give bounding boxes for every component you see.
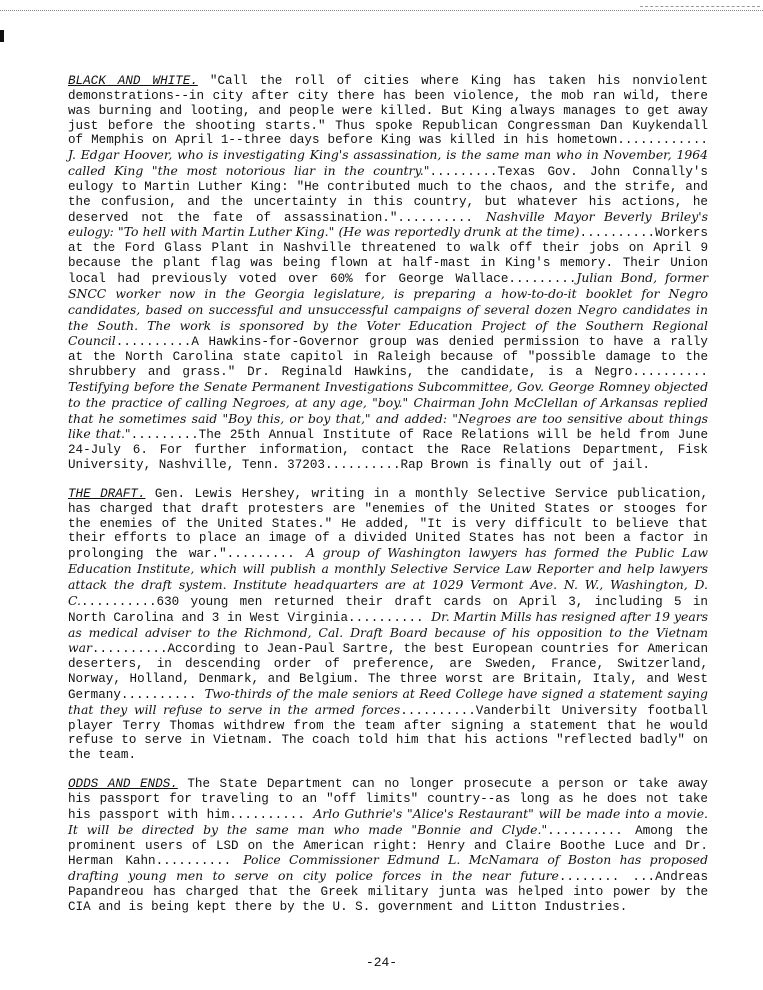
italic-run: Testifying before the Senate Permanent Investigations Subcommittee, Gov. George Romney objected to the practice of calling Negroes, at any age, "boy." Chairman John McClellan of Arkansas replied that he sometimes said "Boy this, or boy that," and added: "Negroes are too sensitive about things like that." [68,378,708,442]
text-run: ........ ...Andreas Papandreou has charged that the Greek military junta was helped into power by the CIA and is being kept there by the U. S. government and Litton Industries. [68,870,708,914]
margin-mark [0,30,4,42]
text-run: "Call the roll of cities where King has taken his nonviolent demonstrations--in city after city there has been violence, the mob ran wild, there was burning and looting, and people were killed. But King always manages to get away just before the shooting starts." Thus spoke Republican Congressman Dan Kuykendall of Memphis on April 1--three days before King was killed in his hometown............ [68,74,708,148]
text-run: Gen. Lewis Hershey, writing in a monthly Selective Service publication, has charged that draft protesters are "enemies of the United States or stooges for the enemies of the United States." He added, "It is very difficult to believe that their efforts to place an image of a divided United States has not been a factor in prolonging the war."......... [68,486,708,562]
text-run: .........Texas Gov. John Connally's eulogy to Martin Luther King: "He contributed much to the chaos, and the strife, and the confusion, and the uncertainty in this country, but whatever his actions, he deserved not the fate of assassination.".......... [68,165,708,225]
top-edge-mark [640,0,760,7]
italic-run: Julian Bond, former SNCC worker now in the Georgia legislature, is preparing a how-to-do-it booklet for Negro candidates, based on successful and unsuccessful campaigns of several dozen Negro candidates in the South. The work is sponsored by the Voter Education Project of the Southern Regional Council [68,269,709,349]
section-heading: THE DRAFT. [68,486,146,501]
section-odds-and-ends [68,777,708,915]
section-heading: BLACK AND WHITE. [68,74,198,88]
italic-run: Two-thirds of the male seniors at Reed College have signed a statement saying that they will refuse to serve in the armed forces [68,685,708,717]
italic-run: Arlo Guthrie's "Alice's Restaurant" will be made into a movie. It will be directed by the same man who made "Bonnie and Clyde." [68,805,708,837]
page-body [68,74,708,929]
text-run: ..........Vanderbilt University football player Terry Thomas withdrew from the team after signing a statement that he would refuse to serve in Vietnam. The coach told him that his actions "reflected badly" on the team. [68,703,708,763]
text-run: ..........A Hawkins-for-Governor group was denied permission to have a rally at the North Carolina state capitol in Raleigh because of "possible damage to the shrubbery and grass." Dr. Reginald Hawkins, the candidate, is a Negro.......... [68,335,708,380]
text-run: .........The 25th Annual Institute of Race Relations will be held from June 24-July 6. For further information, contact the Race Relations Department, Fisk University, Nashville, Tenn. 37203..........Rap Brown is finally out of jail. [68,428,709,473]
text-run: ..........According to Jean-Paul Sartre, the best European countries for American deserters, in descending order of preference, are Sweden, France, Switzerland, Norway, Holland, Denmark, and Belgium. The three worst are Britain, Italy, and West Germany.......... [68,642,708,702]
text-run: ..........Workers at the Ford Glass Plant in Nashville threatened to walk off their jobs on April 9 because the plant flag was being flown at half-mast in King's memory. Their Union local had previously voted over 60% for George Wallace......... [68,226,708,286]
italic-run: A group of Washington lawyers has formed the Public Law Education Institute, which will publish a monthly Selective Service Law Reporter and help lawyers attack the draft system. Institute headquarters are at 1029 Vermont Ave. N. W., Washington, D. C. [68,545,708,608]
text-run: .......... Among the prominent users of LSD on the American right: Henry and Claire Boothe Luce and Dr. Herman Kahn.......... [68,823,708,869]
italic-run: Nashville Mayor Beverly Briley's eulogy: "To hell with Martin Luther King." (He was reportedly drunk at the time) [68,208,708,240]
italic-run: Dr. Martin Mills has resigned after 19 years as medical adviser to the Richmond, Cal. Draft Board because of his opposition to the Vietnam war [68,608,708,656]
text-run: ..........630 young men returned their draft cards on April 3, including 5 in North Carolina and 3 in West Virginia.......... [68,594,708,625]
section-the-draft [68,487,708,763]
section-heading: ODDS AND ENDS. [68,777,178,792]
text-run: The State Department can no longer prosecute a person or take away his passport for traveling to an "off limits" country--as long as he does not take his passport with him.......... [68,777,708,822]
page-number: -24- [365,955,398,970]
section-black-and-white [68,74,708,473]
italic-run: J. Edgar Hoover, who is investigating King's assassination, is the same man who in November, 1964 called King "the most notorious liar in the country." [68,147,708,179]
italic-run: Police Commissioner Edmund L. McNamara of Boston has proposed drafting young men to serve on city police forces in the near future [68,852,709,884]
